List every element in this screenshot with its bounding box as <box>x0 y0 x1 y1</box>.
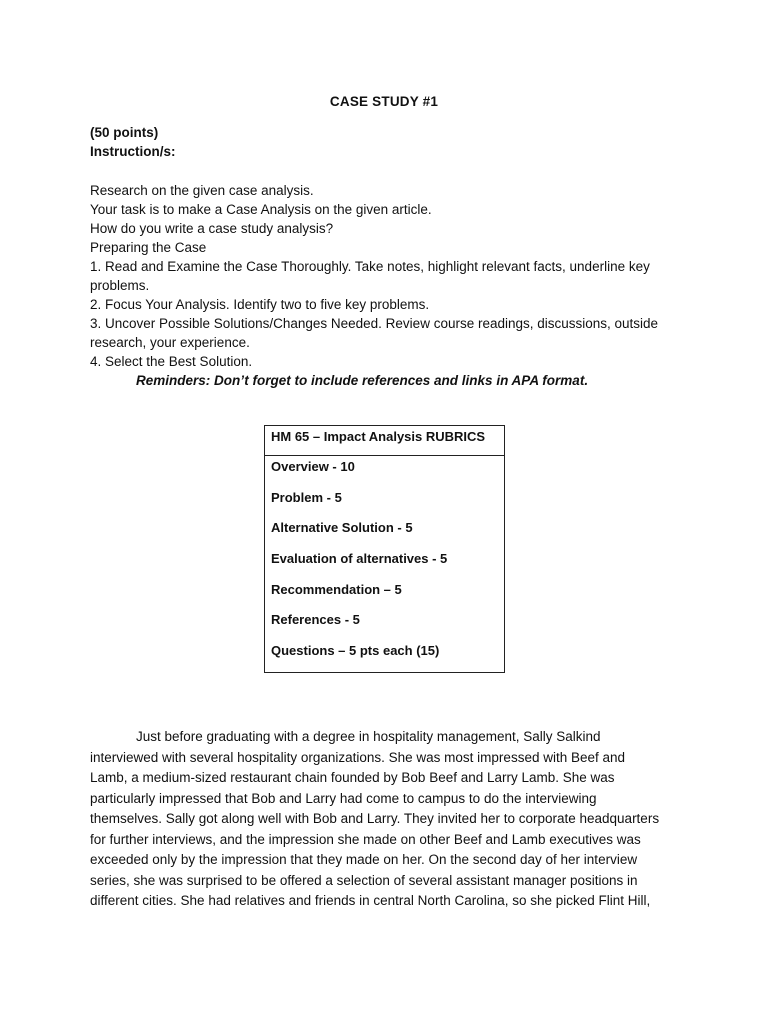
story-line: Just before graduating with a degree in hospitality management, Sally Salkind <box>136 729 601 744</box>
rubric-header: HM 65 – Impact Analysis RUBRICS <box>265 426 504 456</box>
instructions-heading: Instruction/s: <box>90 144 176 159</box>
rubric-item: References - 5 <box>271 612 360 628</box>
story-line: exceeded only by the impression that they made on her. On the second day of her interview <box>90 852 638 867</box>
story-line: interviewed with several hospitality organizations. She was most impressed with Beef and <box>90 749 626 765</box>
story-line: series, she was surprised to be offered a selection of several assistant manager positions in <box>90 872 638 888</box>
body-line: 4. Select the Best Solution. <box>90 354 253 369</box>
body-line: 2. Focus Your Analysis. Identify two to five key problems. <box>90 297 430 312</box>
body-line: problems. <box>90 278 150 293</box>
document-title: CASE STUDY #1 <box>329 94 439 109</box>
body-line: 1. Read and Examine the Case Thoroughly. Take notes, highlight relevant facts, underline key <box>90 259 650 274</box>
story-line: themselves. Sally got along well with Bob and Larry. They invited her to corporate headquarters <box>90 811 660 826</box>
body-line: Preparing the Case <box>90 240 207 255</box>
story-line: particularly impressed that Bob and Larry had come to campus to do the interviewing <box>90 790 597 806</box>
rubric-item: Evaluation of alternatives - 5 <box>271 551 448 567</box>
body-line: Research on the given case analysis. <box>90 183 314 198</box>
rubric-item: Questions – 5 pts each (15) <box>271 643 440 659</box>
points-label: (50 points) <box>90 125 159 140</box>
story-line: Lamb, a medium-sized restaurant chain founded by Bob Beef and Larry Lamb. She was <box>90 770 615 785</box>
reminder-text: Reminders: Don’t forget to include references and links in APA format. <box>136 373 589 388</box>
rubric-item: Alternative Solution - 5 <box>271 520 413 536</box>
body-line: Your task is to make a Case Analysis on the given article. <box>90 202 432 217</box>
rubric-table <box>264 425 505 673</box>
rubric-items <box>265 456 504 673</box>
story-line: different cities. She had relatives and friends in central North Carolina, so she picked Flint Hill, <box>90 893 651 908</box>
body-line: 3. Uncover Possible Solutions/Changes Needed. Review course readings, discussions, outside <box>90 316 659 331</box>
instructions-body <box>90 181 690 390</box>
body-line: How do you write a case study analysis? <box>90 221 334 236</box>
story-line: for further interviews, and the impression she made on other Beef and Lamb executives was <box>90 831 641 847</box>
rubric-item: Overview - 10 <box>271 459 355 474</box>
rubric-item: Recommendation – 5 <box>271 581 402 597</box>
body-line: research, your experience. <box>90 335 250 350</box>
rubric-item: Problem - 5 <box>271 489 342 505</box>
case-story <box>90 727 680 912</box>
